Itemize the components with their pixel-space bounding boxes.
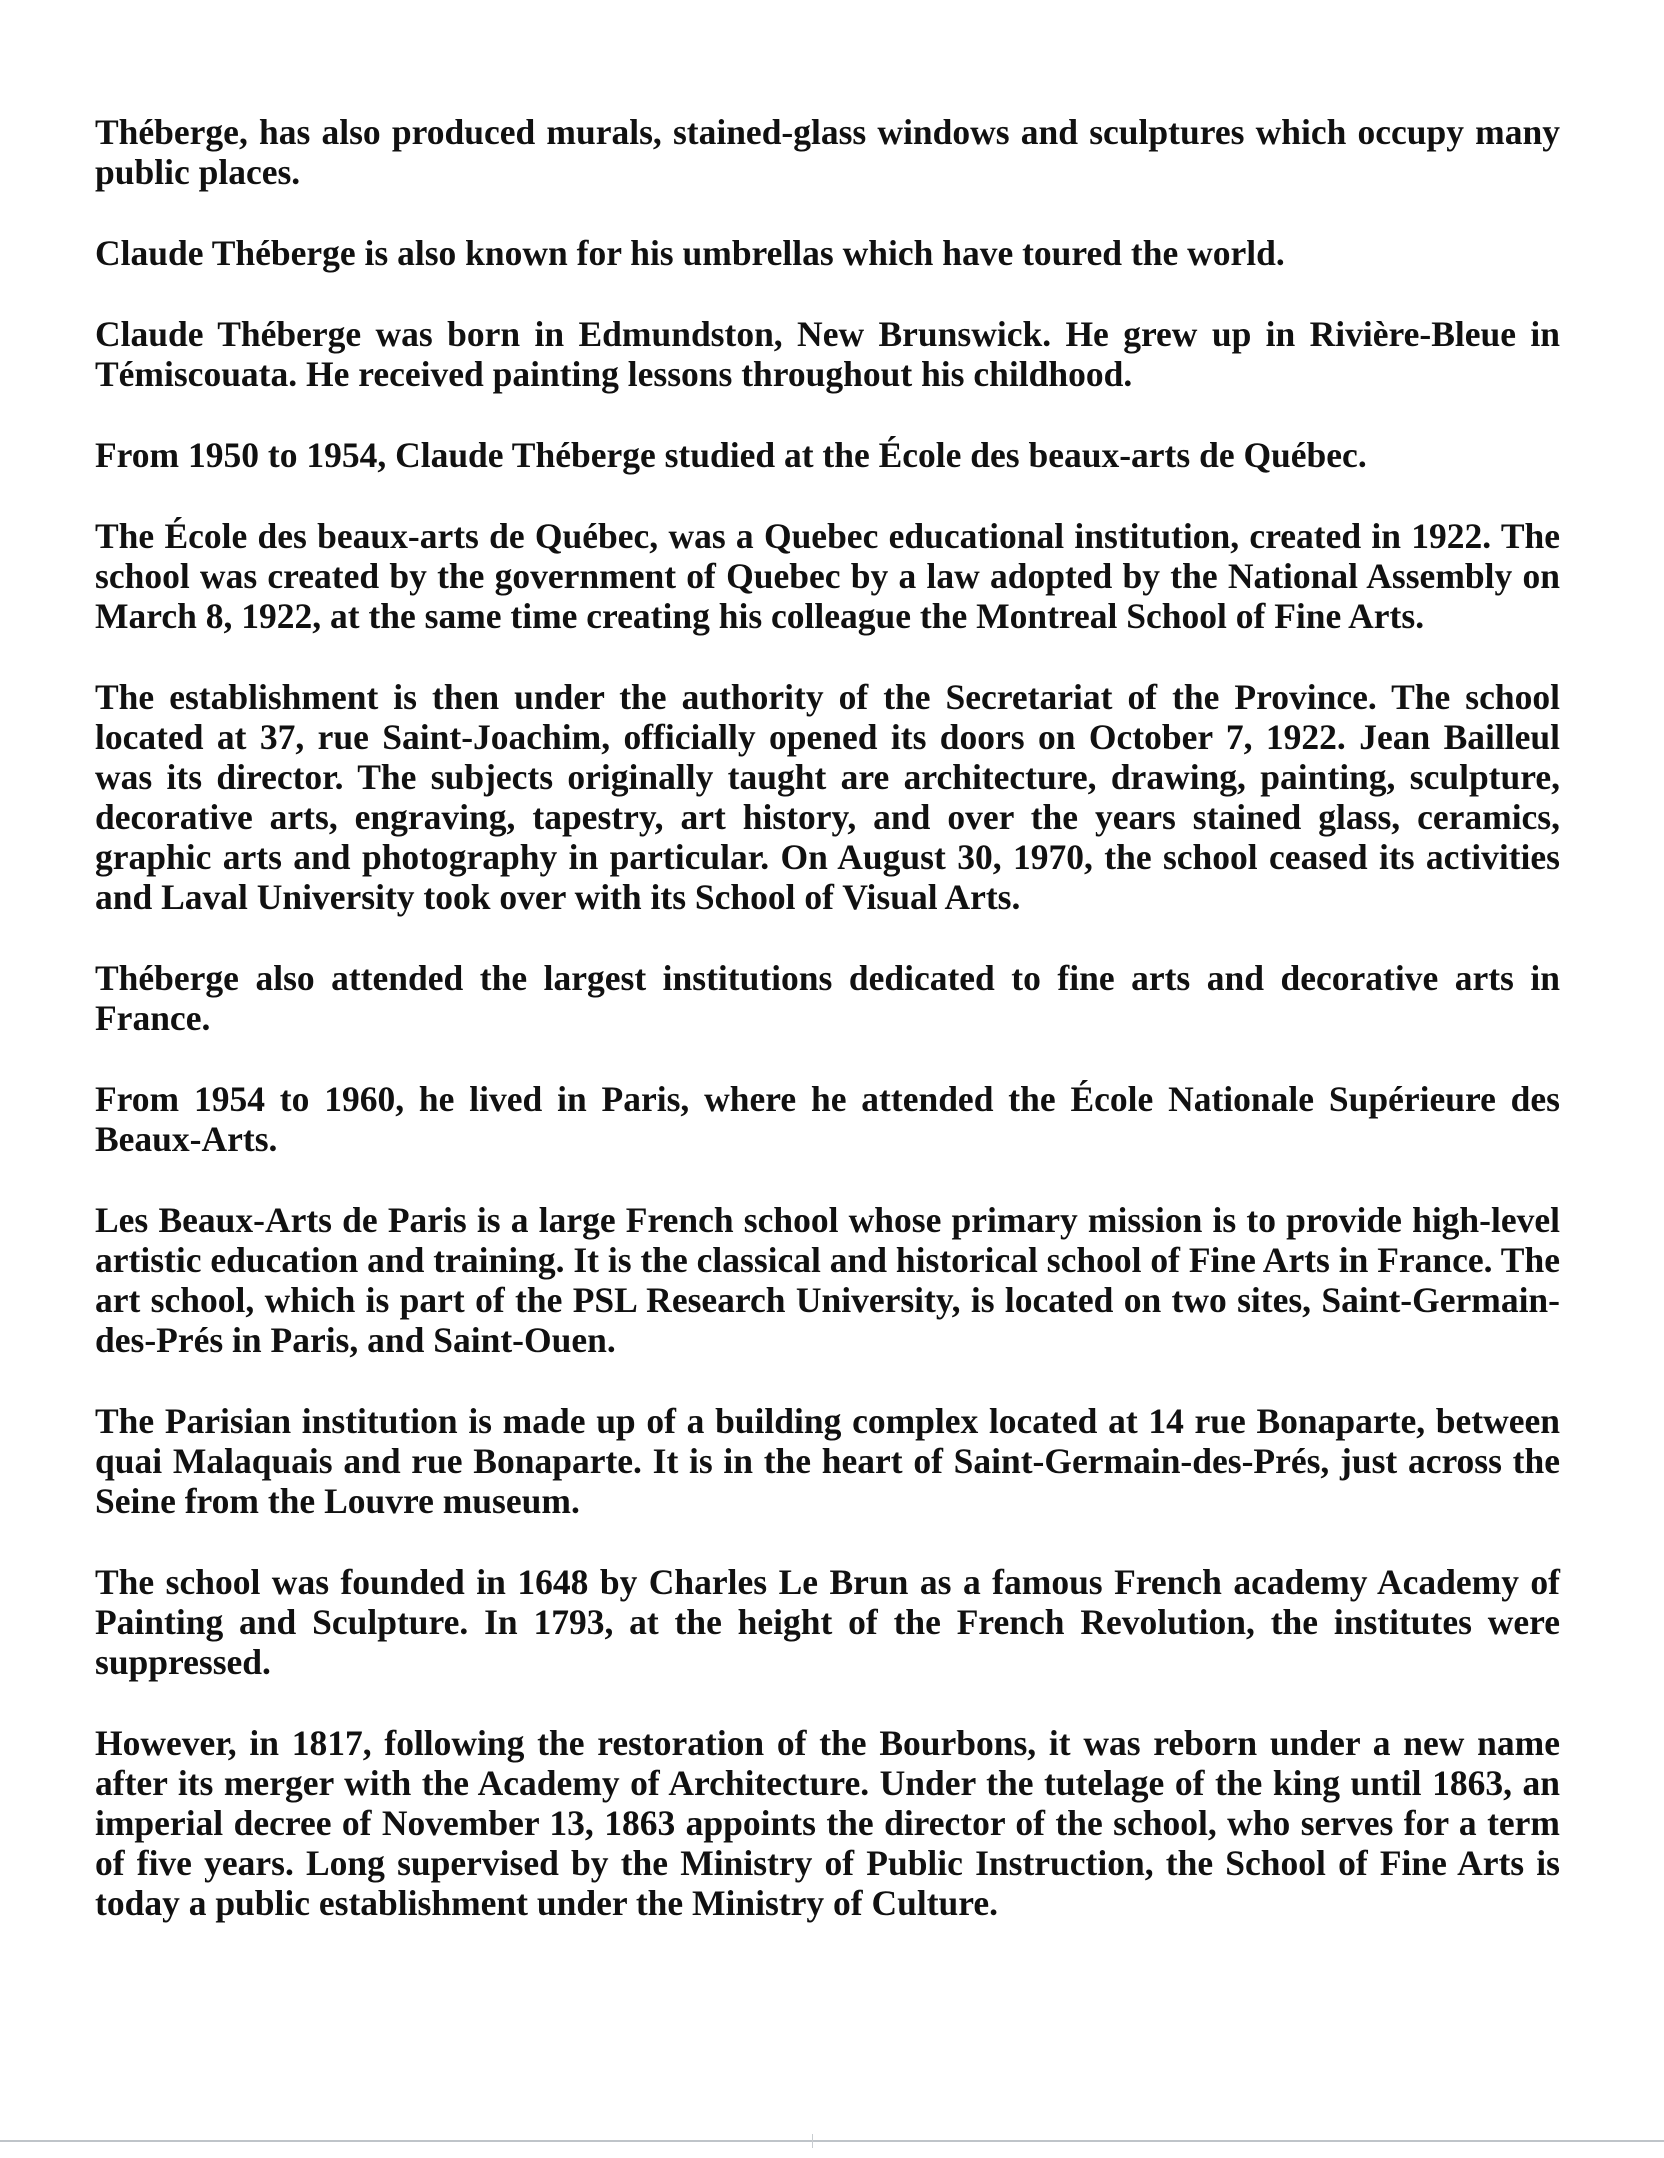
paragraph-restoration: However, in 1817, following the restoration of the Bourbons, it was reborn under a new name after its merger with the Academy of Architecture. Under the tutelage of the king until 1863, an imperial decree of November 13, 1863 appoints the director of the school, who serves for a term of five years. Long supervised by the Ministry of Public Instruction, the School of Fine Arts is today a public establishment under the Ministry of Culture. [95, 1723, 1560, 1923]
paragraph-parisian-institution: The Parisian institution is made up of a building complex located at 14 rue Bonaparte, between quai Malaquais and rue Bonaparte. It is in the heart of Saint-Germain-des-Prés, just across the Seine from the Louvre museum. [95, 1401, 1560, 1521]
paragraph-paris-years: From 1954 to 1960, he lived in Paris, where he attended the École Nationale Supérieure des Beaux-Arts. [95, 1079, 1560, 1159]
bottom-divider [0, 2140, 1664, 2142]
paragraph-establishment: The establishment is then under the authority of the Secretariat of the Province. The school located at 37, rue Saint-Joachim, officially opened its doors on October 7, 1922. Jean Bailleul was its director. The subjects originally taught are architecture, drawing, painting, sculpture, decorative arts, engraving, tapestry, art history, and over the years stained glass, ceramics, graphic arts and photography in particular. On August 30, 1970, the school ceased its activities and Laval University took over with its School of Visual Arts. [95, 677, 1560, 917]
paragraph-umbrellas: Claude Théberge is also known for his umbrellas which have toured the world. [95, 233, 1285, 273]
paragraph-ecole-quebec: The École des beaux-arts de Québec, was a Quebec educational institution, created in 1922. The school was created by the government of Quebec by a law adopted by the National Assembly on March 8, 1922, at the same time creating his colleague the Montreal School of Fine Arts. [95, 516, 1560, 636]
paragraph-france-institutions: Théberge also attended the largest institutions dedicated to fine arts and decorative arts in France. [95, 958, 1560, 1038]
document-page [95, 112, 1560, 1964]
paragraph-founding: The school was founded in 1648 by Charles Le Brun as a famous French academy Academy of Painting and Sculpture. In 1793, at the height of the French Revolution, the institutes were suppressed. [95, 1562, 1560, 1682]
paragraph-quebec-studies: From 1950 to 1954, Claude Théberge studied at the École des beaux-arts de Québec. [95, 435, 1367, 475]
paragraph-murals: Théberge, has also produced murals, stained-glass windows and sculptures which occupy many public places. [95, 112, 1560, 192]
paragraph-beaux-arts-paris: Les Beaux-Arts de Paris is a large French school whose primary mission is to provide high-level artistic education and training. It is the classical and historical school of Fine Arts in France. The art school, which is part of the PSL Research University, is located on two sites, Saint-Germain-des-Prés in Paris, and Saint-Ouen. [95, 1200, 1560, 1360]
divider-tick [812, 2134, 813, 2148]
paragraph-birth: Claude Théberge was born in Edmundston, New Brunswick. He grew up in Rivière-Bleue in Témiscouata. He received painting lessons throughout his childhood. [95, 314, 1560, 394]
